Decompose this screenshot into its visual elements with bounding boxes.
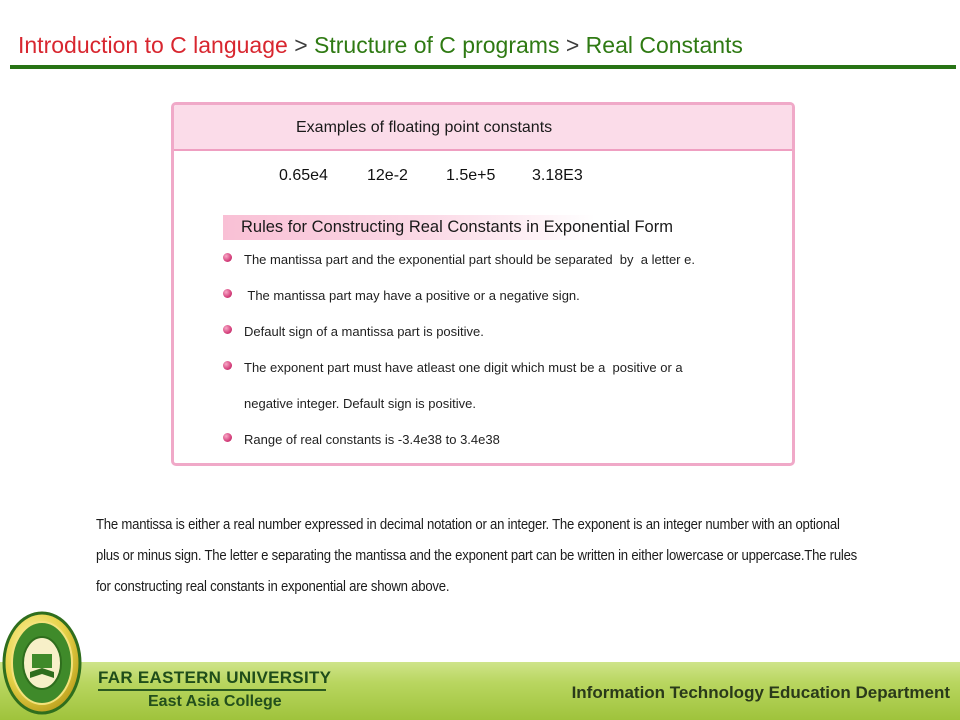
examples-panel bbox=[171, 102, 795, 466]
bullet-icon bbox=[223, 433, 232, 442]
rule-text: Default sign of a mantissa part is positive. bbox=[244, 324, 484, 339]
rule-item bbox=[244, 360, 683, 375]
bullet-icon bbox=[223, 325, 232, 334]
example-constant: 12e-2 bbox=[367, 167, 408, 184]
breadcrumb-separator: > bbox=[287, 32, 315, 58]
bullet-icon bbox=[223, 253, 232, 262]
rule-text: Range of real constants is -3.4e38 to 3.4e38 bbox=[244, 432, 500, 447]
rule-text: The mantissa part may have a positive or a negative sign. bbox=[244, 288, 580, 303]
header-divider bbox=[10, 65, 956, 69]
rule-text: The exponent part must have atleast one digit which must be a positive or a bbox=[244, 360, 683, 375]
rules-heading: Rules for Constructing Real Constants in Exponential Form bbox=[223, 215, 595, 240]
rule-item bbox=[244, 288, 580, 303]
breadcrumb bbox=[18, 32, 743, 59]
bullet-icon bbox=[223, 361, 232, 370]
breadcrumb-separator: > bbox=[559, 32, 586, 58]
paragraph-line: plus or minus sign. The letter e separating the mantissa and the exponent part can be written in either lowercase or uppercase.The rules bbox=[96, 548, 858, 564]
rule-item bbox=[244, 324, 484, 339]
rule-item bbox=[244, 432, 500, 447]
rule-text: The mantissa part and the exponential part should be separated by a letter e. bbox=[244, 252, 695, 267]
breadcrumb-real-constants: Real Constants bbox=[585, 32, 743, 58]
panel-title: Examples of floating point constants bbox=[296, 119, 553, 136]
department-name: Information Technology Education Department bbox=[571, 683, 950, 702]
breadcrumb-structure: Structure of C programs bbox=[314, 32, 560, 58]
explanation-paragraph bbox=[96, 510, 864, 603]
panel-header bbox=[174, 105, 792, 151]
university-seal-icon bbox=[2, 610, 82, 716]
example-constant: 1.5e+5 bbox=[446, 167, 496, 184]
example-constant: 3.18E3 bbox=[532, 167, 583, 184]
paragraph-line: The mantissa is either a real number expressed in decimal notation or an integer. The exponent is an integer number with an optional bbox=[96, 517, 840, 533]
breadcrumb-intro: Introduction to C language bbox=[18, 32, 288, 58]
bullet-icon bbox=[223, 289, 232, 298]
example-constant: 0.65e4 bbox=[279, 167, 328, 184]
college-name: East Asia College bbox=[148, 693, 282, 710]
rule-item bbox=[244, 252, 695, 267]
university-name: FAR EASTERN UNIVERSITY bbox=[98, 668, 332, 687]
paragraph-line: for constructing real constants in exponential are shown above. bbox=[96, 579, 450, 595]
rule-continuation: negative integer. Default sign is positive. bbox=[244, 396, 476, 411]
examples-row bbox=[279, 167, 583, 185]
university-divider bbox=[98, 689, 326, 691]
